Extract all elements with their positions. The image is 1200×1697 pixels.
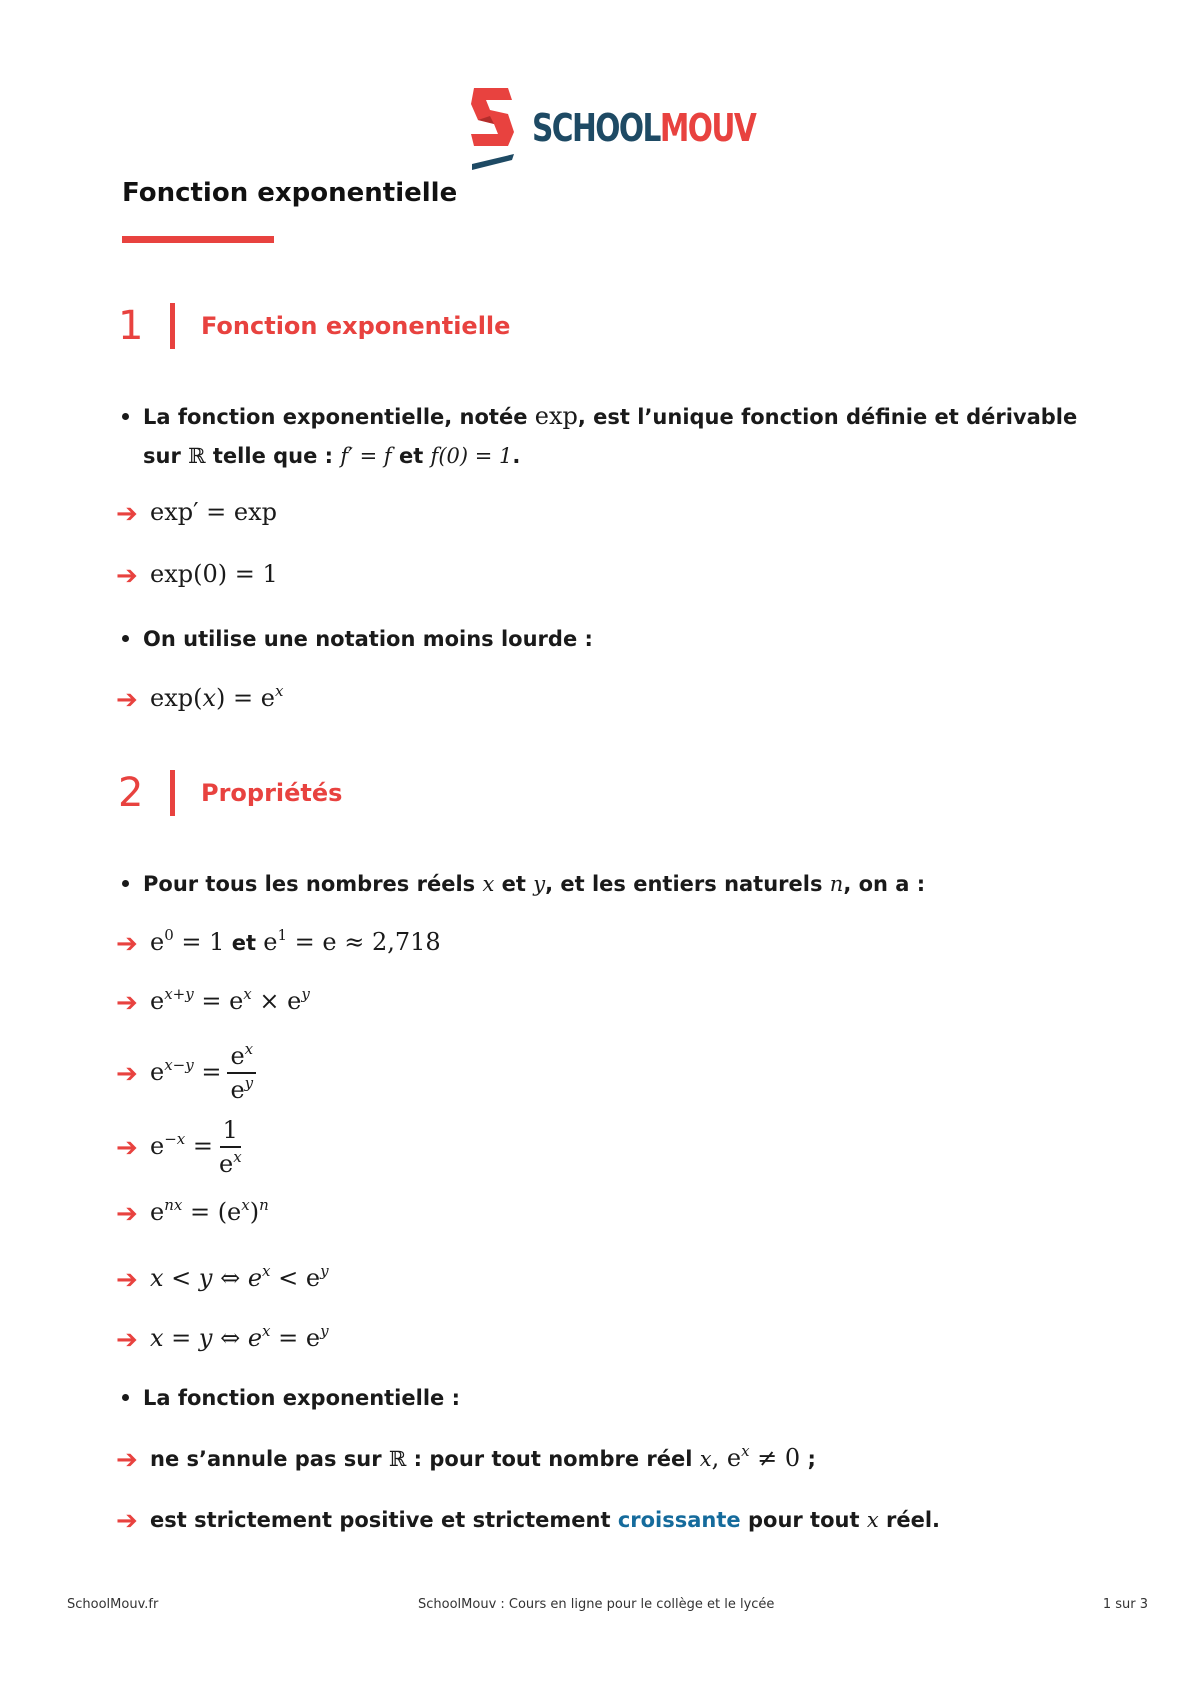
- footer-tagline: SchoolMouv : Cours en ligne pour le collège et le lycée: [418, 1597, 775, 1612]
- arrow-icon: ➔: [116, 1506, 138, 1536]
- logo-wordmark: [532, 106, 755, 150]
- section-1-header: [118, 303, 510, 349]
- arrow-item-notation: ➔ $\exp(x) = e^x$: [116, 682, 284, 715]
- arrow-icon: ➔: [116, 499, 138, 529]
- arrow-item-e0-e1: ➔ $e^0 = 1$ et $e^1 = e \approx 2,718$: [116, 926, 441, 959]
- arrow-icon: ➔: [116, 1445, 138, 1475]
- arrow-item-nonzero: ➔ ne s’annule pas sur ℝ : pour tout nombre réel x, $e^x \ne 0$ ;: [116, 1442, 816, 1475]
- arrow-icon: ➔: [116, 1199, 138, 1229]
- bullet-dot: [122, 880, 129, 887]
- arrow-item-power-rule: ➔ $e^{nx} = (e^x)^n$: [116, 1196, 269, 1229]
- section-number: 1: [118, 303, 144, 349]
- arrow-icon: ➔: [116, 929, 138, 959]
- arrow-item-derivative: ➔ exp′ = exp: [116, 498, 278, 529]
- schoolmouv-logo: [468, 86, 818, 170]
- bullet-definition: La fonction exponentielle, notée exp, est l’unique fonction définie et dérivable: [116, 402, 1077, 430]
- footer-site: SchoolMouv.fr: [67, 1597, 159, 1612]
- arrow-item-difference-rule: ➔ $e^{x-y}$ = $\frac{e^x}{e^y}$: [116, 1042, 256, 1104]
- arrow-icon: ➔: [116, 685, 138, 715]
- logo-part-mouv: MOUV: [659, 106, 756, 150]
- bullet-dot: [122, 413, 129, 420]
- arrow-icon: ➔: [116, 1325, 138, 1355]
- bullet-definition-continuation: sur ℝ telle que : f′ = f et f(0) = 1.: [143, 444, 521, 468]
- logo-part-school: SCHOOL: [532, 106, 660, 150]
- fraction: $\frac{e^x}{e^y}$: [227, 1042, 256, 1104]
- section-2-header: [118, 770, 342, 816]
- section-title: Fonction exponentielle: [201, 312, 511, 340]
- arrow-item-sum-rule: ➔ $e^{x+y} = e^x \times e^y$: [116, 985, 310, 1018]
- bullet-function-props: La fonction exponentielle :: [116, 1386, 460, 1410]
- bullet-dot: [122, 635, 129, 642]
- arrow-item-exp-zero: ➔ exp(0) = 1: [116, 560, 278, 591]
- logo-s-icon: [468, 86, 518, 170]
- arrow-icon: ➔: [116, 1132, 138, 1163]
- footer-page-number: 1 sur 3: [1102, 1597, 1148, 1612]
- section-divider: [170, 303, 175, 349]
- arrow-item-negative-rule: ➔ $e^{-x}$ = $\frac{1}{e^x}$: [116, 1116, 242, 1178]
- bullet-notation: On utilise une notation moins lourde :: [116, 627, 593, 651]
- section-title: Propriétés: [201, 779, 343, 807]
- bullet-properties-intro: Pour tous les nombres réels x et y, et les entiers naturels n, on a :: [116, 872, 925, 896]
- croissante-link[interactable]: croissante: [617, 1508, 741, 1532]
- arrow-item-order-rule: ➔ x < y ⇔ $e^x < e^y$: [116, 1262, 329, 1295]
- arrow-icon: ➔: [116, 561, 138, 591]
- section-number: 2: [118, 770, 144, 816]
- arrow-item-positive-increasing: ➔ est strictement positive et strictement croissante pour tout x réel.: [116, 1506, 941, 1536]
- bullet-dot: [122, 1394, 129, 1401]
- page-title: Fonction exponentielle: [122, 178, 458, 208]
- arrow-icon: ➔: [116, 1058, 138, 1089]
- arrow-item-equality-rule: ➔ x = y ⇔ $e^x = e^y$: [116, 1322, 329, 1355]
- fraction: $\frac{1}{e^x}$: [218, 1116, 242, 1178]
- title-underline: [122, 236, 274, 243]
- section-divider: [170, 770, 175, 816]
- arrow-icon: ➔: [116, 1265, 138, 1295]
- arrow-icon: ➔: [116, 988, 138, 1018]
